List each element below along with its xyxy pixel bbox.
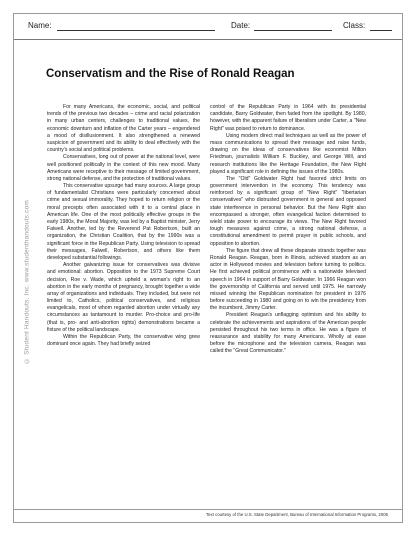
- paragraph: Using modern direct mail techniques as well as the power of mass communications to spread their message and raise funds, drawing on the ideas of conservatives like economist Milton Friedman, journalists William F. Buckley, and George Will, and research institutions like the Heritage Foundation, the New Right played a significant role in defining the issues of the 1980s.: [210, 132, 366, 175]
- paragraph: Another galvanizing issue for conservatives was divisive and emotional: abortion. Opposition to the 1973 Supreme Court decision, Roe v. Wade, which upheld a woman's right to an abortion in the early months of pregnancy, brought together a wide array of organizations and individuals. They included, but were not limited to, Catholics, political conservatives, and religious evangelicals, most of whom regarded abortion under virtually any circumstances as tantamount to murder. Pro-choice and pro-life (that is, pro- and anti-abortion rights) demonstrations became a fixture of the political landscape.: [47, 262, 200, 333]
- name-label: Name:: [28, 21, 52, 30]
- paragraph: The "Old" Goldwater Right had favored strict limits on government intervention in the economy. This tendency was reinforced by a significant group of "New Right" "libertarian conservatives" who distrusted government in general and opposed state interference in personal behavior. But the New Right also encompassed a stronger, often evangelical faction determined to wield state power to encourage its views. The New Right favored tough measures against crime, a strong national defense, a constitutional amendment to permit prayer in public schools, and opposition to abortion.: [210, 175, 366, 247]
- page-title: Conservatism and the Rise of Ronald Reagan: [46, 68, 295, 80]
- paragraph-continued: control of the Republican Party in 1964 with its presidential candidate, Barry Goldwater, then faded from the spotlight. By 1980, however, with the apparent failure of liberalism under Carter, a "New Right" was poised to return to dominance.: [210, 104, 366, 132]
- date-field-line[interactable]: [254, 30, 332, 31]
- class-field-line[interactable]: [370, 30, 392, 31]
- paragraph: The figure that drew all these disparate strands together was Ronald Reagan. Reagan, born in Illinois, achieved stardom as an actor in Hollywood movies and television before turning to politics. He first achieved political prominence with a nationwide televised speech in 1964 in support of Barry Goldwater. In 1966 Reagan won the governorship of California and served until 1975. He narrowly missed winning the Republican nomination for president in 1976 before succeeding in 1980 and going on to win the presidency from the incumbent, Jimmy Carter.: [210, 247, 366, 312]
- student-info-header: [28, 18, 392, 34]
- name-field-line[interactable]: [57, 30, 215, 31]
- source-credit: Text courtesy of the U.S. State Department, Bureau of International Information Programs, 2005: [206, 512, 388, 517]
- date-label: Date:: [231, 21, 251, 30]
- left-column: [47, 104, 200, 348]
- watermark-text: © Student Handouts, Inc. www.studenthandouts.com: [23, 199, 31, 364]
- paragraph: Within the Republican Party, the conservative wing grew dominant once again. They had briefly seized: [47, 334, 200, 348]
- worksheet-page: [13, 13, 403, 523]
- paragraph: For many Americans, the economic, social, and political trends of the previous two decades – crime and racial polarization in many urban centers, challenges to traditional values, the economic downturn and inflation of the Carter years – engendered a mood of disillusionment. It also strengthened a renewed suspicion of government and its ability to deal effectively with the country's social and political problems.: [47, 104, 200, 154]
- watermark: [20, 164, 34, 364]
- class-label: Class:: [343, 21, 366, 30]
- footer-divider: [14, 509, 402, 510]
- paragraph: President Reagan's unflagging optimism and his ability to celebrate the achievements and aspirations of the American people persisted throughout his two terms in office. He was a figure of reassurance and stability for many Americans. Wholly at ease before the microphone and the television camera, Reagan was called the "Great Communicator.": [210, 312, 366, 355]
- paragraph: This conservative upsurge had many sources. A large group of fundamentalist Christians were particularly concerned about crime and sexual immorality. They hoped to return religion or the moral precepts often associated with it to a central place in American life. One of the most politically effective groups in the early 1980s, the Moral Majority, was led by a Baptist minister, Jerry Falwell. Another, led by the Reverend Pat Robertson, built an organization, the Christian Coalition, that by the 1990s was a significant force in the Republican Party. Using television to spread their messages, Falwell, Robertson, and others like them developed substantial followings.: [47, 183, 200, 261]
- right-column: [210, 104, 366, 356]
- header-divider: [14, 39, 402, 40]
- paragraph: Conservatives, long out of power at the national level, were well positioned politically in the context of this new mood. Many Americans were receptive to their message of limited government, strong national defense, and the protection of traditional values.: [47, 154, 200, 182]
